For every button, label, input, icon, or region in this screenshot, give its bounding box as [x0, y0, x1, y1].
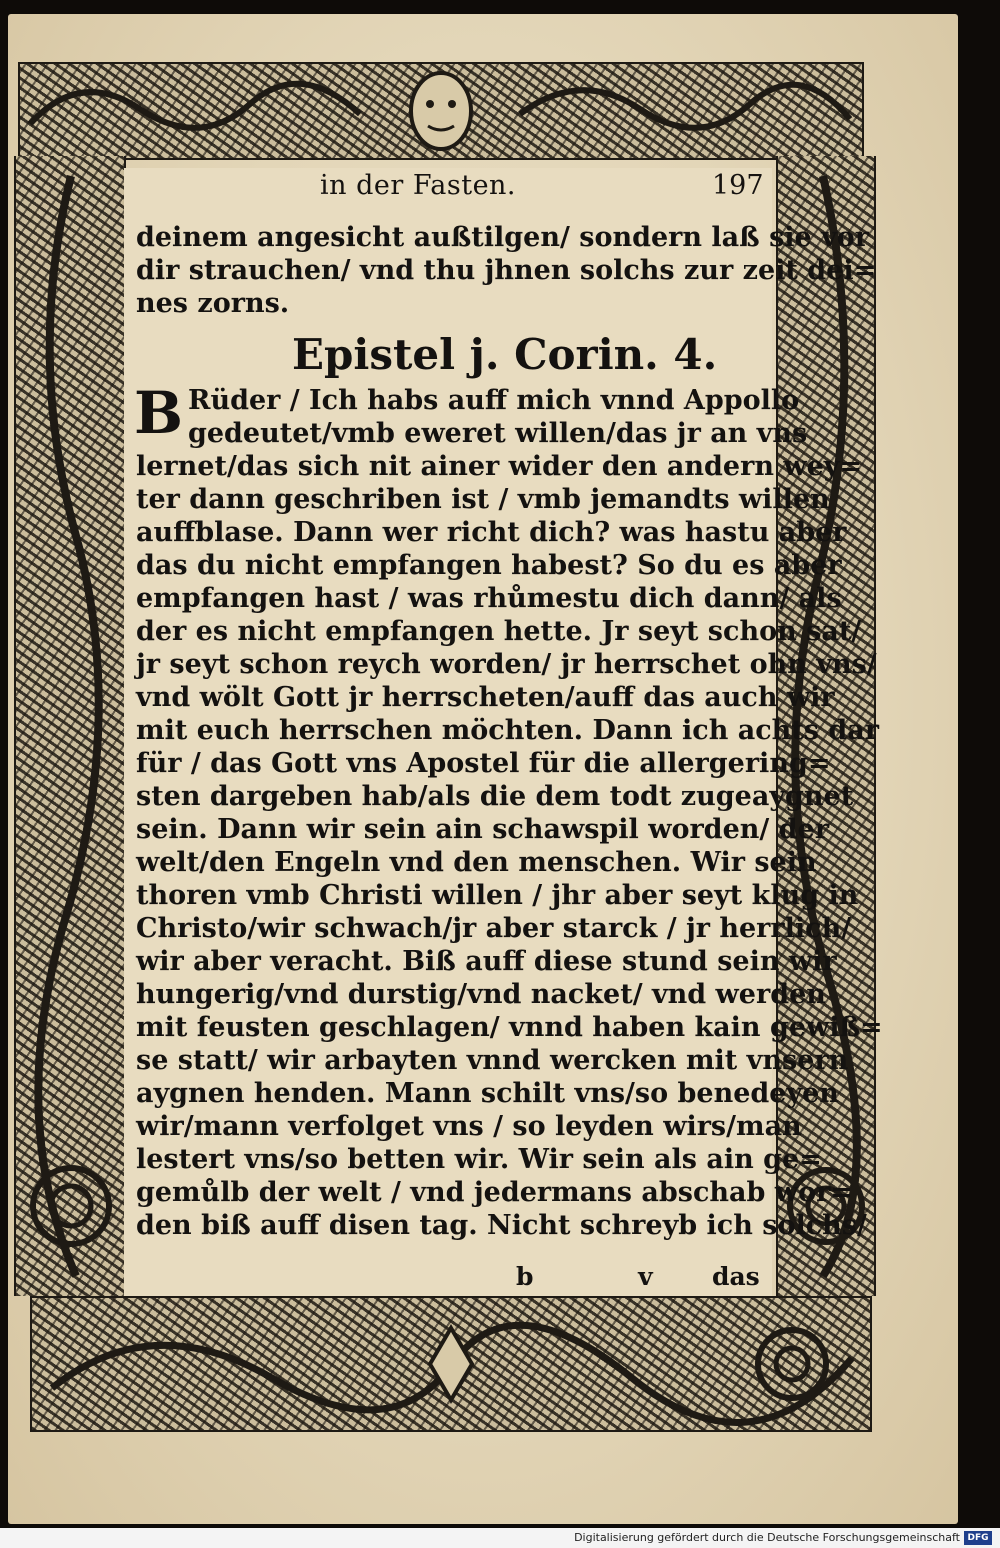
text-line: den biß auff disen tag. Nicht schreyb ich solchs/ — [136, 1210, 867, 1241]
text-line: mit feusten geschlagen/ vnnd haben kain gewiß= — [136, 1012, 883, 1043]
dfg-logo: DFG — [964, 1531, 992, 1545]
text-line: der es nicht empfangen hette. Jr seyt schon sat/ — [136, 616, 862, 647]
text-line: ter dann geschriben ist / vmb jemandts willen — [136, 484, 830, 515]
catchword: das — [712, 1262, 760, 1291]
ornament-top-icon — [20, 64, 862, 158]
text-line: lernet/das sich nit ainer wider den andern wey= — [136, 451, 863, 482]
text-line: hungerig/vnd durstig/vnd nacket/ vnd werden — [136, 979, 826, 1010]
text-line: gemůlb der welt / vnd jedermans abschab wor= — [136, 1177, 853, 1208]
woodcut-border-left — [14, 156, 126, 1296]
running-head: in der Fasten. — [320, 170, 517, 201]
text-line: se statt/ wir arbayten vnnd wercken mit vnsern — [136, 1045, 849, 1076]
ornament-bottom-icon — [32, 1298, 870, 1430]
page-number: 197 — [712, 170, 764, 201]
text-line: dir strauchen/ vnd thu jhnen solchs zur zeit dei= — [136, 255, 877, 286]
text-line: wir aber veracht. Biß auff diese stund sein wir — [136, 946, 837, 977]
text-line: deinem angesicht außtilgen/ sondern laß sie vor — [136, 222, 870, 253]
text-line: vnd wölt Gott jr herrscheten/auff das auch wir — [136, 682, 835, 713]
text-line: Christo/wir schwach/jr aber starck / jr herrlich/ — [136, 913, 852, 944]
footer-credit: Digitalisierung gefördert durch die Deutsche Forschungsgemeinschaft — [574, 1531, 960, 1544]
text-line: jr seyt schon reych worden/ jr herrschet ohn vns/ — [136, 649, 877, 680]
text-line: das du nicht empfangen habest? So du es aber — [136, 550, 842, 581]
text-line: mit euch herrschen möchten. Dann ich achts dar — [136, 715, 879, 746]
text-line: thoren vmb Christi willen / jhr aber seyt klug in — [136, 880, 859, 911]
text-line: lestert vns/so betten wir. Wir sein als ain ge= — [136, 1144, 822, 1175]
text-line: sein. Dann wir sein ain schawspil worden/ der — [136, 814, 829, 845]
text-line: auffblase. Dann wer richt dich? was hastu aber — [136, 517, 847, 548]
text-line: Rüder / Ich habs auff mich vnnd Appollo — [188, 385, 800, 416]
text-line: aygnen henden. Mann schilt vns/so benedeyen — [136, 1078, 839, 1109]
drop-initial: B — [134, 379, 184, 447]
text-line: empfangen hast / was rhůmestu dich dann/ als — [136, 583, 842, 614]
woodcut-border-top — [18, 62, 864, 160]
text-line: welt/den Engeln vnd den menschen. Wir sein — [136, 847, 817, 878]
text-line: gedeutet/vmb eweret willen/das jr an vns — [188, 418, 808, 449]
signature-mark: b v — [516, 1262, 701, 1291]
text-line: für / das Gott vns Apostel für die allergering= — [136, 748, 831, 779]
text-line: wir/mann verfolget vns / so leyden wirs/man — [136, 1111, 802, 1142]
text-line: sten dargeben hab/als die dem todt zugeaygnet — [136, 781, 854, 812]
ornament-left-icon — [16, 156, 124, 1296]
woodcut-border-bottom — [30, 1296, 872, 1432]
text-line: nes zorns. — [136, 288, 290, 319]
section-heading: Epistel j. Corin. 4. — [292, 330, 718, 379]
